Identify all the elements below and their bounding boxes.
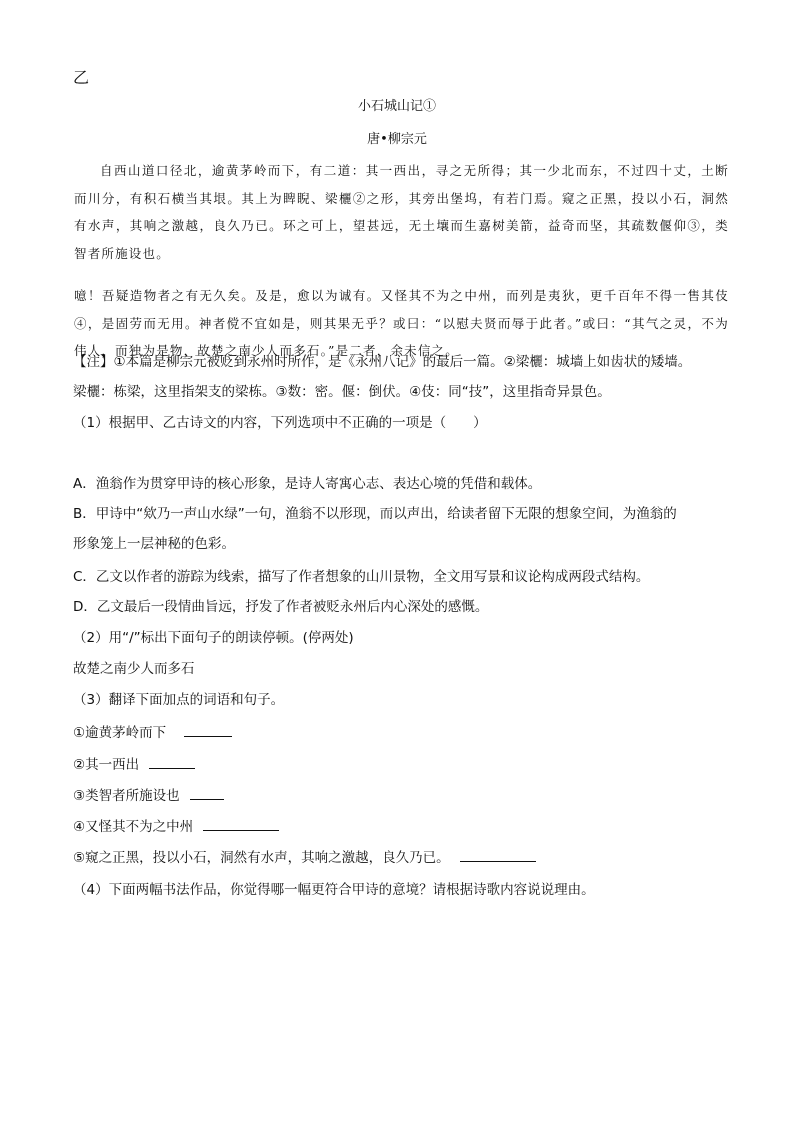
question-3-item-2-text: ②其一西出 (73, 757, 140, 773)
answer-blank-5[interactable] (460, 847, 536, 862)
question-3-item-3-text: ③类智者所施设也 (73, 788, 180, 804)
passage-title: 小石城山记① (357, 99, 436, 114)
note-line-2: 梁欐：栋梁，这里指架支的梁栋。③数：密。偃：倒伏。④伎：同“技”，这里指奇异景色。 (73, 384, 611, 400)
question-1-stem: （1）根据甲、乙古诗文的内容，下列选项中不正确的一项是（ ） (73, 415, 487, 431)
question-1-option-b-line-1[interactable]: B．甲诗中“欸乃一声山水绿”一句，渔翁不以形现，而以声出，给读者留下无限的想象空间，为渔翁的 (73, 506, 677, 522)
question-3-item-2 (73, 754, 728, 775)
answer-blank-3[interactable] (190, 785, 224, 800)
question-3-item-3 (73, 785, 728, 806)
question-2-sentence: 故楚之南少人而多石 (73, 661, 195, 677)
classical-paragraph-1: 自西山道口径北，逾黄茅岭而下，有二道：其一西出，寻之无所得；其一少北而东，不过四十丈，土断而川分，有积石横当其垠。其上为睥睨、梁欐②之形，其旁出堡坞，有若门焉。窥之正黑，投以小石，洞然有水声，其响之激越，良久乃已。环之可上，望甚远，无土壤而生嘉树美箭，益奇而坚，其疏数偃仰③，类智者所施设也。 (74, 163, 729, 261)
answer-blank-2[interactable] (149, 754, 195, 769)
question-3-item-4 (73, 816, 728, 837)
question-1-option-a[interactable]: A．渔翁作为贯穿甲诗的核心形象，是诗人寄寓心志、表达心境的凭借和载体。 (73, 476, 542, 492)
question-3-item-5-text: ⑤窥之正黑，投以小石，洞然有水声，其响之激越，良久乃已。 (73, 850, 450, 866)
question-2-stem: （2）用“/”标出下面句子的朗读停顿。(停两处) (73, 630, 354, 646)
section-label: 乙 (73, 68, 90, 87)
question-3-stem: （3）翻译下面加点的词语和句子。 (73, 692, 285, 708)
question-3-item-4-text: ④又怪其不为之中州 (73, 819, 194, 835)
question-1-option-d[interactable]: D．乙文最后一段情曲旨远，抒发了作者被贬永州后内心深处的感慨。 (73, 599, 489, 615)
question-1-option-c[interactable]: C．乙文以作者的游踪为线索，描写了作者想象的山川景物，全文用写景和议论构成两段式结构。 (73, 569, 650, 585)
question-4-stem: （4）下面两幅书法作品，你觉得哪一幅更符合甲诗的意境？请根据诗歌内容说说理由。 (73, 882, 595, 898)
note-line-1: 【注】①本篇是柳宗元被贬到永州时所作，是《永州八记》的最后一篇。②梁欐：城墙上如齿状的矮墙。 (73, 354, 692, 370)
passage-author: 唐•柳宗元 (367, 132, 427, 147)
question-3-item-5 (73, 847, 728, 868)
question-3-item-1 (73, 722, 728, 743)
question-3-item-1-text: ①逾黄茅岭而下 (73, 725, 167, 741)
answer-blank-4[interactable] (203, 816, 279, 831)
classical-paragraph-2: 噫！吾疑造物者之有无久矣。及是，愈以为诚有。又怪其不为之中州，而列是夷狄，更千百年不得一售其伎④，是固劳而无用。神者傥不宜如是，则其果无乎？或曰：“以慰夫贤而辱于此者。”或曰：“其气之灵，不为伟人，而独为是物，故楚之南少人而多石。”是二者，余未信之。 (74, 288, 729, 358)
answer-blank-1[interactable] (184, 722, 232, 737)
question-1-option-b-line-2[interactable]: 形象笼上一层神秘的色彩。 (73, 536, 235, 552)
